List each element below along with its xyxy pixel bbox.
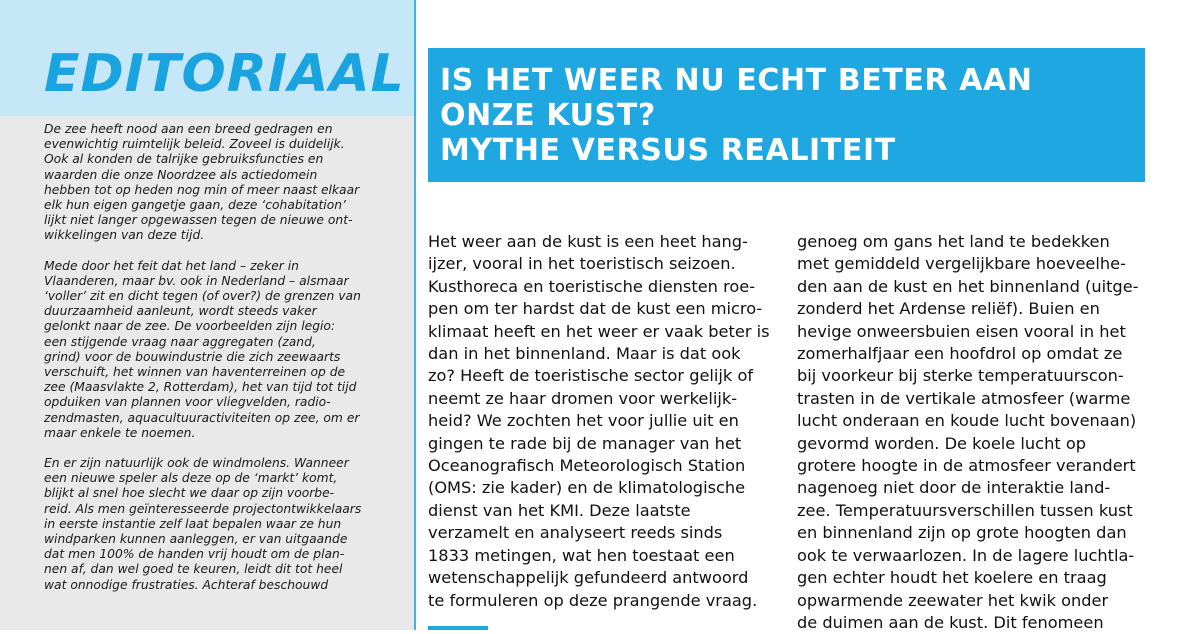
text-line: opwarmende zeewater het kwik onder — [797, 590, 1109, 610]
text-line: maar enkele te noemen. — [44, 425, 196, 440]
article-column-1 — [428, 231, 778, 612]
text-line: IS HET WEER NU ECHT BETER AAN — [440, 63, 1033, 98]
text-line: zendmasten, aquacultuuractiviteiten op zee, om er — [44, 410, 360, 425]
text-line: Kusthoreca en toeristische diensten roe- — [428, 276, 756, 296]
text-line: 1833 metingen, wat hen toestaat een — [428, 545, 735, 565]
text-line: reid. Als men geïnteresseerde projectontwikkelaars — [44, 501, 362, 516]
text-line: Oceanografisch Meteorologisch Station — [428, 456, 746, 476]
text-line: MYTHE VERSUS REALITEIT — [440, 133, 896, 168]
text-line: den aan de kust en het binnenland (uitge- — [797, 276, 1139, 296]
text-line: neemt ze haar dromen voor werkelijk- — [428, 388, 738, 408]
editorial-header — [0, 0, 414, 116]
editorial-title: EDITORIAAL — [44, 44, 405, 104]
editorial-paragraph — [44, 456, 406, 593]
text-line: nen af, dan wel goed te keuren, leidt dit tot heel — [44, 562, 343, 577]
text-line: pen om ter hardst dat de kust een micro- — [428, 299, 763, 319]
text-line: een nieuwe speler als deze op de ‘markt’ komt, — [44, 471, 338, 486]
text-line: dienst van het KMI. Deze laatste — [428, 500, 691, 520]
text-line: evenwichtig ruimtelijk beleid. Zoveel is duidelijk. — [44, 137, 345, 152]
column-divider — [428, 626, 488, 630]
text-line: Het weer aan de kust is een heet hang- — [428, 232, 748, 251]
article-column-2 — [797, 231, 1147, 634]
text-line: bij voorkeur bij sterke temperatuurscon- — [797, 366, 1124, 386]
text-line: Ook al konden de talrijke gebruiksfuncties en — [44, 152, 324, 167]
text-line: heid? We zochten het voor jullie uit en — [428, 411, 739, 431]
text-line: wat onnodige frustraties. Achteraf beschouwd — [44, 577, 329, 592]
text-line: een stijgende vraag naar aggregaten (zand, — [44, 334, 316, 349]
text-line: trasten in de vertikale atmosfeer (warme — [797, 388, 1131, 408]
text-line: de duimen aan de kust. Dit fenomeen — [797, 612, 1104, 632]
text-line: in eerste instantie zelf laat bepalen waar ze hun — [44, 516, 342, 531]
text-line: blijkt al snel hoe slecht we daar op zijn voorbe- — [44, 486, 335, 501]
editorial-paragraph — [44, 122, 406, 244]
text-line: met gemiddeld vergelijkbare hoeveelhe- — [797, 254, 1126, 274]
text-line: waarden die onze Noordzee als actiedomein — [44, 167, 318, 182]
text-line: wetenschappelijk gefundeerd antwoord — [428, 568, 749, 588]
editorial-paragraph — [44, 259, 406, 441]
text-line: gen echter houdt het koelere en traag — [797, 568, 1107, 588]
text-line: ijzer, vooral in het toeristisch seizoen. — [428, 254, 736, 274]
text-line: opduiken van plannen voor vliegvelden, radio- — [44, 395, 331, 410]
text-line: elk hun eigen gangetje gaan, deze ‘cohabitation’ — [44, 198, 346, 213]
text-line: lijkt niet langer opgewassen tegen de nieuwe ont- — [44, 213, 353, 228]
text-line: zee. Temperatuursverschillen tussen kust — [797, 500, 1133, 520]
text-line: (OMS: zie kader) en de klimatologische — [428, 478, 746, 498]
text-line: verzamelt en analyseert reeds sinds — [428, 523, 723, 543]
text-line: zomerhalfjaar een hoofdrol op omdat ze — [797, 344, 1123, 364]
text-line: De zee heeft nood aan een breed gedragen en — [44, 122, 333, 136]
text-line: gevormd worden. De koele lucht op — [797, 433, 1086, 453]
text-line: windparken kunnen aanleggen, er van uitgaande — [44, 532, 348, 547]
text-line: Mede door het feit dat het land – zeker in — [44, 258, 299, 273]
editorial-body — [44, 122, 406, 608]
text-line: gelonkt naar de zee. De voorbeelden zijn legio: — [44, 319, 336, 334]
text-line: genoeg om gans het land te bedekken — [797, 232, 1110, 251]
text-line: zo? Heeft de toeristische sector gelijk of — [428, 366, 754, 386]
text-line: te formuleren op deze prangende vraag. — [428, 590, 758, 610]
headline-banner — [428, 48, 1145, 182]
text-line: lucht onderaan en koude lucht bovenaan) — [797, 411, 1137, 431]
text-line: En er zijn natuurlijk ook de windmolens. Wanneer — [44, 456, 349, 471]
text-line: zonderd het Ardense reliëf). Buien en — [797, 299, 1100, 319]
text-line: gingen te rade bij de manager van het — [428, 433, 742, 453]
text-line: nagenoeg niet door de interaktie land- — [797, 478, 1111, 498]
text-line: hebben tot op heden nog min of meer naast elkaar — [44, 182, 360, 197]
text-line: ‘voller’ zit en dicht tegen (of over?) de grenzen van — [44, 289, 361, 304]
text-line: verschuift, het winnen van haventerreinen op de — [44, 365, 346, 380]
text-line: dat men 100% de handen vrij houdt om de plan- — [44, 547, 345, 562]
text-line: grind) voor de bouwindustrie die zich zeewaarts — [44, 349, 341, 364]
text-line: en binnenland zijn op grote hoogten dan — [797, 523, 1127, 543]
article-headline — [440, 63, 1033, 168]
text-line: grotere hoogte in de atmosfeer verandert — [797, 456, 1136, 476]
text-line: Vlaanderen, maar bv. ook in Nederland – alsmaar — [44, 273, 349, 288]
text-line: duurzaamheid aanleunt, wordt steeds vaker — [44, 304, 317, 319]
text-line: ONZE KUST? — [440, 98, 656, 133]
editorial-column — [0, 0, 416, 630]
text-line: wikkelingen van deze tijd. — [44, 228, 205, 243]
text-line: dan in het binnenland. Maar is dat ook — [428, 344, 741, 364]
text-line: klimaat heeft en het weer er vaak beter is — [428, 321, 770, 341]
text-line: hevige onweersbuien eisen vooral in het — [797, 321, 1126, 341]
text-line: ook te verwaarlozen. In de lagere luchtla- — [797, 545, 1135, 565]
text-line: zee (Maasvlakte 2, Rotterdam), het van tijd tot tijd — [44, 380, 357, 395]
